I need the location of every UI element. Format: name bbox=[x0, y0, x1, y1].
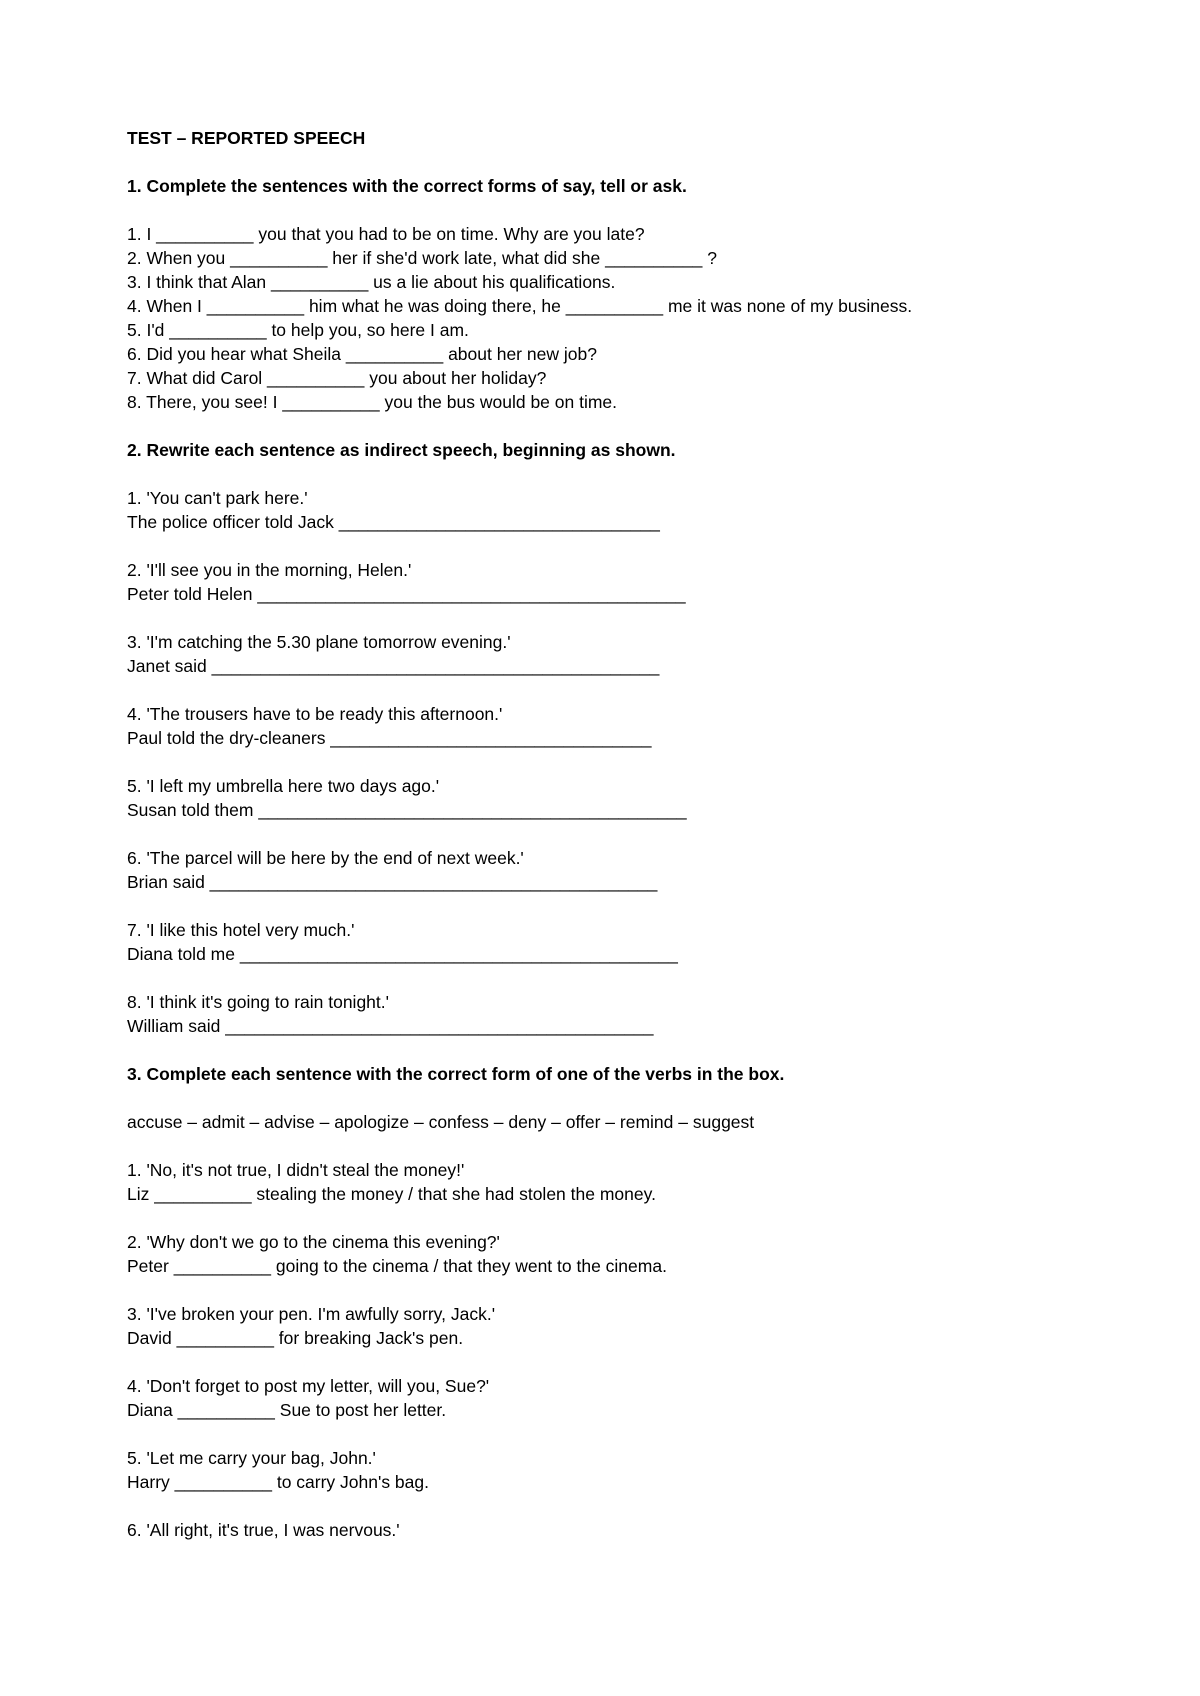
spacer bbox=[127, 1422, 1077, 1446]
spacer bbox=[127, 1134, 1077, 1158]
spacer bbox=[127, 1350, 1077, 1374]
section2-heading: 2. Rewrite each sentence as indirect speech, beginning as shown. bbox=[127, 440, 676, 460]
spacer bbox=[127, 678, 1077, 702]
section2-quote: 4. 'The trousers have to be ready this afternoon.' bbox=[127, 704, 503, 724]
section2-quote: 1. 'You can't park here.' bbox=[127, 488, 308, 508]
section3-quote: 6. 'All right, it's true, I was nervous.' bbox=[127, 1520, 400, 1540]
section3-quote: 2. 'Why don't we go to the cinema this evening?' bbox=[127, 1232, 500, 1252]
section3-heading: 3. Complete each sentence with the correct form of one of the verbs in the box. bbox=[127, 1064, 785, 1084]
section1-item: 1. I __________ you that you had to be on time. Why are you late? bbox=[127, 224, 645, 244]
spacer bbox=[127, 462, 1077, 486]
section3-prompt: Diana __________ Sue to post her letter. bbox=[127, 1400, 447, 1420]
section3-prompt: David __________ for breaking Jack's pen. bbox=[127, 1328, 464, 1348]
section2-prompt: Janet said ______________________________________________ bbox=[127, 656, 660, 676]
spacer bbox=[127, 1086, 1077, 1110]
worksheet-page bbox=[127, 126, 1077, 1542]
section3-quote: 3. 'I've broken your pen. I'm awfully sorry, Jack.' bbox=[127, 1304, 496, 1324]
section2-prompt: Brian said ______________________________________________ bbox=[127, 872, 658, 892]
spacer bbox=[127, 894, 1077, 918]
section1-item: 2. When you __________ her if she'd work late, what did she __________ ? bbox=[127, 248, 718, 268]
section2-quote: 2. 'I'll see you in the morning, Helen.' bbox=[127, 560, 412, 580]
section3-prompt: Liz __________ stealing the money / that she had stolen the money. bbox=[127, 1184, 656, 1204]
section1-heading: 1. Complete the sentences with the correct forms of say, tell or ask. bbox=[127, 176, 687, 196]
section3-quote: 1. 'No, it's not true, I didn't steal the money!' bbox=[127, 1160, 465, 1180]
spacer bbox=[127, 1038, 1077, 1062]
section1-item: 4. When I __________ him what he was doing there, he __________ me it was none of my business. bbox=[127, 296, 913, 316]
spacer bbox=[127, 534, 1077, 558]
section1-item: 5. I'd __________ to help you, so here I am. bbox=[127, 320, 469, 340]
spacer bbox=[127, 1494, 1077, 1518]
section2-prompt: Susan told them ____________________________________________ bbox=[127, 800, 687, 820]
spacer bbox=[127, 966, 1077, 990]
section2-prompt: Paul told the dry-cleaners _________________________________ bbox=[127, 728, 652, 748]
section3-prompt: Peter __________ going to the cinema / that they went to the cinema. bbox=[127, 1256, 667, 1276]
section3-prompt: Harry __________ to carry John's bag. bbox=[127, 1472, 429, 1492]
page-title: TEST – REPORTED SPEECH bbox=[127, 128, 366, 148]
section1-item: 3. I think that Alan __________ us a lie about his qualifications. bbox=[127, 272, 616, 292]
section1-item: 7. What did Carol __________ you about her holiday? bbox=[127, 368, 547, 388]
section2-quote: 3. 'I'm catching the 5.30 plane tomorrow evening.' bbox=[127, 632, 511, 652]
section2-prompt: William said ____________________________________________ bbox=[127, 1016, 654, 1036]
spacer bbox=[127, 414, 1077, 438]
section2-quote: 8. 'I think it's going to rain tonight.' bbox=[127, 992, 389, 1012]
spacer bbox=[127, 822, 1077, 846]
spacer bbox=[127, 750, 1077, 774]
section3-quote: 5. 'Let me carry your bag, John.' bbox=[127, 1448, 376, 1468]
section2-quote: 7. 'I like this hotel very much.' bbox=[127, 920, 355, 940]
section1-item: 8. There, you see! I __________ you the bus would be on time. bbox=[127, 392, 618, 412]
spacer bbox=[127, 1206, 1077, 1230]
verb-box: accuse – admit – advise – apologize – confess – deny – offer – remind – suggest bbox=[127, 1112, 755, 1132]
spacer bbox=[127, 606, 1077, 630]
section2-prompt: The police officer told Jack _________________________________ bbox=[127, 512, 660, 532]
spacer bbox=[127, 150, 1077, 174]
section3-quote: 4. 'Don't forget to post my letter, will you, Sue?' bbox=[127, 1376, 490, 1396]
section2-prompt: Peter told Helen ____________________________________________ bbox=[127, 584, 686, 604]
spacer bbox=[127, 1278, 1077, 1302]
spacer bbox=[127, 198, 1077, 222]
section1-item: 6. Did you hear what Sheila __________ about her new job? bbox=[127, 344, 597, 364]
section2-quote: 5. 'I left my umbrella here two days ago.' bbox=[127, 776, 440, 796]
section2-prompt: Diana told me _____________________________________________ bbox=[127, 944, 678, 964]
section2-quote: 6. 'The parcel will be here by the end of next week.' bbox=[127, 848, 524, 868]
